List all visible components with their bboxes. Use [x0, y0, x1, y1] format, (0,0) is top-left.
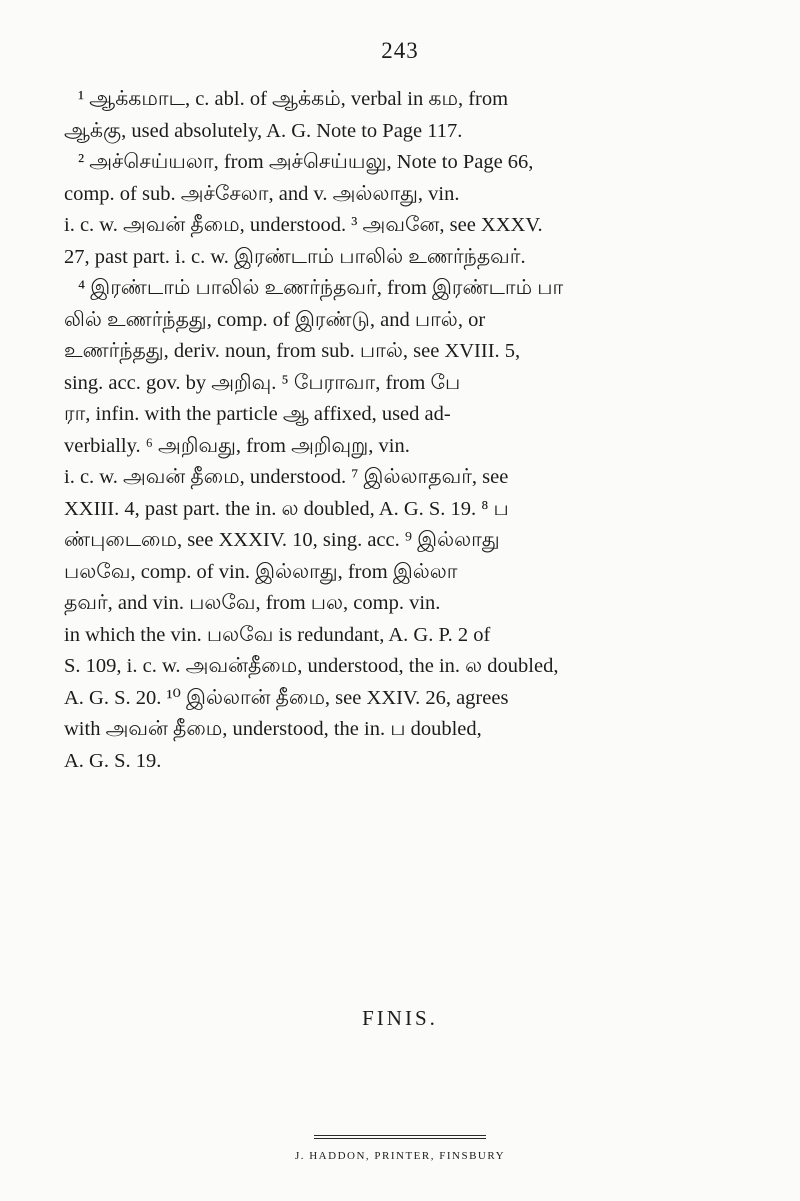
note-line: 27, past part. i. c. w. இரண்டாம் பாலில் உணர்ந்தவர்.	[64, 245, 526, 268]
note-line: ண்புடைமை, see XXXIV. 10, sing. acc. ⁹ இல்லாது	[64, 529, 500, 551]
note-line: A. G. S. 20. ¹⁰ இல்லான் தீமை, see XXIV. 26, agrees	[64, 686, 509, 709]
note-line: with அவன் தீமை, understood, the in. ப doubled,	[64, 718, 482, 740]
note-line: sing. acc. gov. by அறிவு. ⁵ பேராவா, from பே	[64, 371, 461, 394]
note-line: in which the vin. பலவே is redundant, A. G. P. 2 of	[64, 623, 491, 646]
note-line: i. c. w. அவன் தீமை, understood. ⁷ இல்லாதவர், see	[64, 466, 509, 488]
note-line: லில் உணர்ந்தது, comp. of இரண்டு, and பால், or	[64, 308, 486, 331]
note-line: பலவே, comp. of vin. இல்லாது, from இல்லா	[64, 560, 458, 583]
page-number: 243	[381, 38, 419, 63]
note-line: verbially. ⁶ அறிவது, from அறிவுறு, vin.	[64, 434, 410, 457]
note-line: i. c. w. அவன் தீமை, understood. ³ அவனே, see XXXV.	[64, 214, 543, 236]
note-line: XXIII. 4, past part. the in. ல doubled, A. G. S. 19. ⁸ ப	[64, 497, 509, 520]
note-line: ¹ ஆக்கமாட, c. abl. of ஆக்கம், verbal in கம, from	[78, 88, 509, 110]
note-line: உணர்ந்தது, deriv. noun, from sub. பால், see XVIII. 5,	[64, 340, 521, 362]
note-line: ⁴ இரண்டாம் பாலில் உணர்ந்தவர், from இரண்டாம் பா	[78, 277, 564, 299]
note-line: தவர், and vin. பலவே, from பல, comp. vin.	[64, 592, 441, 614]
note-line: ஆக்கு, used absolutely, A. G. Note to Page 117.	[64, 119, 463, 142]
note-line: A. G. S. 19.	[64, 749, 162, 772]
finis-heading: FINIS.	[362, 1006, 438, 1030]
footer-rule	[314, 1138, 486, 1139]
note-line: ² அச்செய்யலா, from அச்செய்யலு, Note to Page 66,	[78, 151, 534, 173]
printer-imprint: J. HADDON, PRINTER, FINSBURY	[294, 1150, 506, 1162]
note-line: comp. of sub. அச்சேலா, and v. அல்லாது, vin.	[64, 182, 460, 205]
footer-rule	[314, 1135, 486, 1136]
footnotes	[64, 84, 730, 777]
note-line: ரா, infin. with the particle ஆ affixed, used ad-	[64, 403, 451, 425]
note-line: S. 109, i. c. w. அவன்தீமை, understood, the in. ல doubled,	[64, 655, 559, 677]
